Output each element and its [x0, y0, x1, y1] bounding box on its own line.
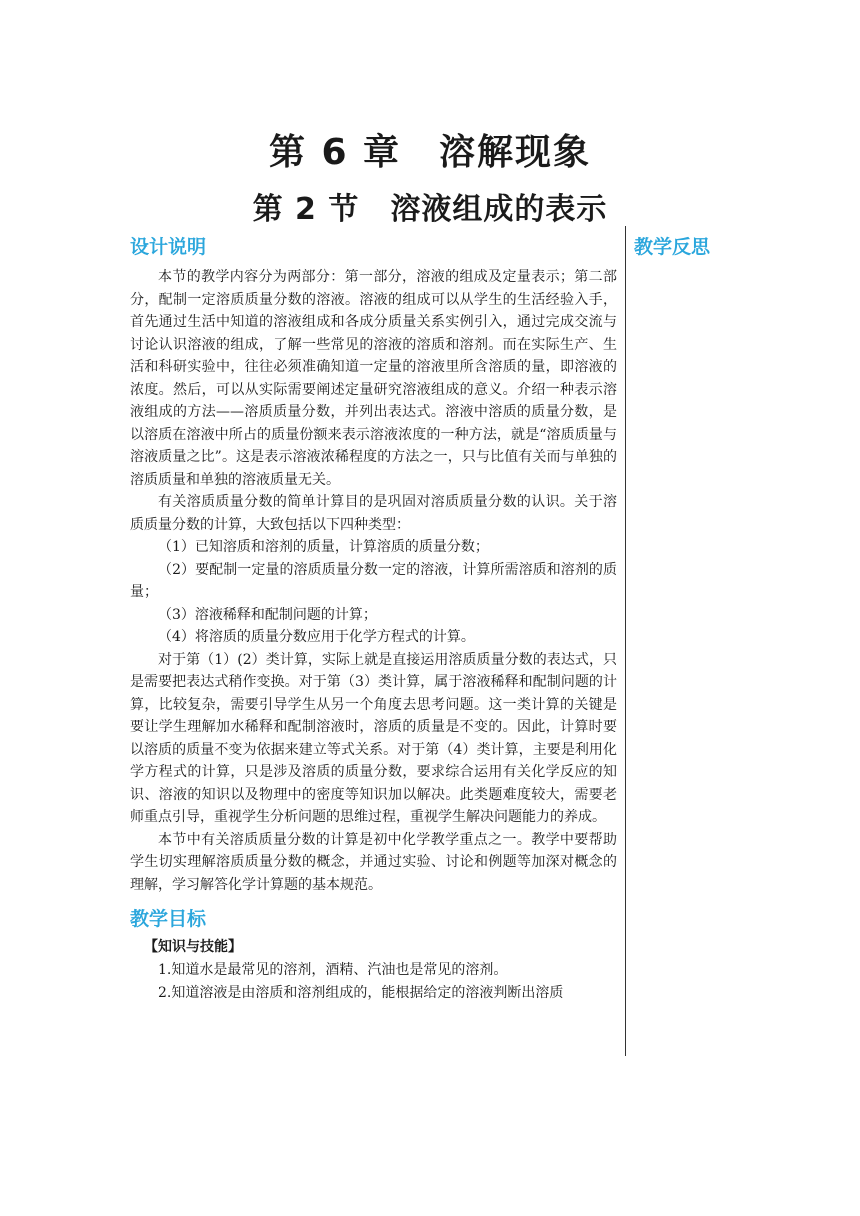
goal-item: 1.知道水是最常见的溶剂，酒精、汽油也是常见的溶剂。	[158, 962, 508, 978]
chapter-title: 第 6 章 溶解现象	[268, 132, 592, 173]
goal-item: 2.知道溶液是由溶质和溶剂组成的，能根据给定的溶液判断出溶质	[158, 984, 564, 1001]
design-list-item: （3）溶液稀释和配制问题的计算；	[158, 606, 377, 623]
design-list-item: （1）已知溶质和溶剂的质量，计算溶质的质量分数；	[158, 539, 489, 555]
design-list-item: （2）要配制一定量的溶质质量分数一定的溶液，计算所需溶质和溶剂的质量；	[130, 561, 617, 600]
design-paragraph: 有关溶质质量分数的简单计算目的是巩固对溶质质量分数的认识。关于溶质质量分数的计算，大致包括以下四种类型：	[130, 494, 617, 533]
main-column	[130, 232, 617, 1004]
goals-heading: 教学目标	[130, 908, 207, 930]
design-paragraph: 本节的教学内容分为两部分：第一部分，溶液的组成及定量表示；第二部分，配制一定溶质质量分数的溶液。溶液的组成可以从学生的生活经验入手，首先通过生活中知道的溶液组成和各成分质量关系实例引入，通过完成交流与讨论认识溶液的组成，了解一些常见的溶液的溶质和溶剂。而在实际生产、生活和科研实验中，往往必须准确知道一定量的溶液里所含溶质的量，即溶液的浓度。然后，可以从实际需要阐述定量研究溶液组成的意义。介绍一种表示溶液组成的方法——溶质质量分数，并列出表达式。溶液中溶质的质量分数，是以溶质在溶液中所占的质量份额来表示溶液浓度的一种方法，就是“溶质质量与溶液质量之比”。这是表示溶液浓稀程度的方法之一，只与比值有关而与单独的溶质质量和单独的溶液质量无关。	[130, 269, 617, 488]
goals-subheading: 【知识与技能】	[144, 939, 242, 955]
reflection-heading: 教学反思	[634, 236, 711, 258]
design-heading: 设计说明	[130, 236, 207, 258]
section-title: 第 2 节 溶液组成的表示	[252, 192, 608, 227]
design-paragraph: 对于第（1）(2）类计算，实际上就是直接运用溶质质量分数的表达式，只是需要把表达式稍作变换。对于第（3）类计算，属于溶液稀释和配制问题的计算，比较复杂，需要引导学生从另一个角度去思考问题。这一类计算的关键是要让学生理解加水稀释和配制溶液时，溶质的质量是不变的。因此，计算时要以溶质的质量不变为依据来建立等式关系。对于第（4）类计算，主要是利用化学方程式的计算，只是涉及溶质的质量分数，要求综合运用有关化学反应的知识、溶液的知识以及物理中的密度等知识加以解决。此类题难度较大，需要老师重点引导，重视学生分析问题的思维过程，重视学生解决问题能力的养成。	[130, 651, 617, 825]
design-list-item: （4）将溶质的质量分数应用于化学方程式的计算。	[158, 629, 475, 645]
column-divider	[625, 226, 626, 1056]
design-paragraph: 本节中有关溶质质量分数的计算是初中化学教学重点之一。教学中要帮助学生切实理解溶质质量分数的概念，并通过实验、讨论和例题等加深对概念的理解，学习解答化学计算题的基本规范。	[130, 831, 617, 893]
side-column	[634, 232, 834, 262]
